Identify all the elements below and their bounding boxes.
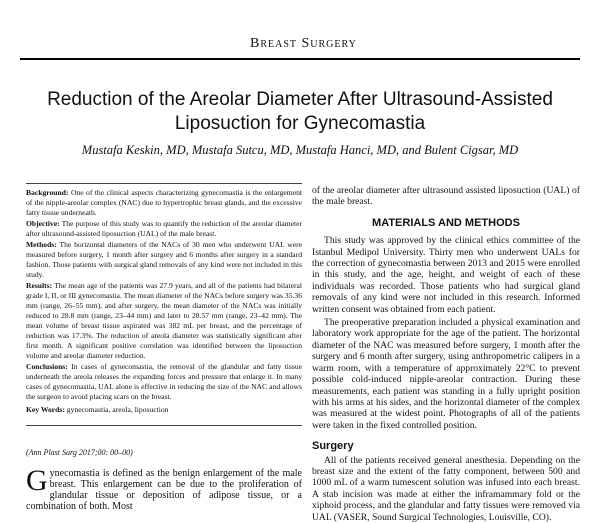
introduction-paragraph: Gynecomastia is defined as the benign enlargement of the male breast. This enlargement can be due to the proliferation of glandular tissue or deposition of adipose tissue, or a combination of both. Most [26,464,302,512]
abstract-keywords: Key Words: gynecomastia, areola, liposuction [26,405,169,414]
drop-cap: G [26,464,48,497]
surgery-heading: Surgery [312,440,354,453]
journal-section-label: Breast Surgery [250,36,357,51]
materials-methods-heading: MATERIALS AND METHODS [372,216,520,229]
methods-paragraph-2: The preoperative preparation included a physical examination and laboratory work appropriate for the age of the patient. The horizontal diameter of the NAC was measured before surgery, 1 month after the surgery and 6 month after surgery, using anthropometric calipers in a warm room, with a temperature of approximately 22°C to prevent possible cold-induced nipple-areolar contraction. During these measurements, each patient was standing in a fully upright position with his arms at his sides, and the horizontal diameter of the complex was measured at the widest point. Photographs of all of the patients were taken in the fixed controlled position. [312,317,580,431]
methods-paragraph-1: This study was approved by the clinical ethics committee of the Istanbul Medipol University. Thirty men who underwent UALs for the correction of gynecomastia between 2013 and 2015 were enrolled in this study, and the age, height, and weight of each of these individuals was recorded. Those patients who had surgical gland removals of any kind were not included in this research. Informed written consent was obtained from each patient. [312,235,580,315]
citation: (Ann Plast Surg 2017;00: 00–00) [26,448,133,457]
continuation-text: of the areolar diameter after ultrasound assisted liposuction (UAL) of the male breast. [312,185,580,208]
article-authors: Mustafa Keskin, MD, Mustafa Sutcu, MD, Mustafa Hanci, MD, and Bulent Cigsar, MD [81,143,519,157]
abstract-results: Results: The mean age of the patients was 27.9 years, and all of the patients had bilateral grade I, II, or III gynecomastia. The mean diameter of the NACs before surgery was 35.36 mm (range, 26–55 mm), and after surgery, the mean diameter of the NACs was initially reduced to 28.8 mm (range, 23–44 mm) and later to 28.57 mm (range, 23–42 mm). The mean volume of breast tissue aspirated was 382 mL per breast, and the percentage of reduction was 17.3%. The reduction of areola diameter was statistically significant after first month. A significant positive correlation was identified between the liposuction volume and areolar diameter reduction. [26,281,303,360]
right-column [312,185,580,523]
abstract-objective: Objective: The purpose of this study was to quantify the reduction of the areolar diameter after ultrasound-assisted liposuction (UAL) of the male breast. [26,219,302,238]
abstract-methods: Methods: The horizontal diameters of the NACs of 30 men who underwent UAL were measured before surgery, 1 month after surgery and 6 months after surgery in a standard fashion. Those patients with surgical gland removals of any kind were not included in this study. [26,240,302,279]
surgery-paragraph: All of the patients received general anesthesia. Depending on the breast size and the extent of the fatty component, between 500 and 1000 mL of a warm tumescent solution was infused into each breast. A stab incision was made at either the inframammary fold or the xiphoid process, and the glandular and fatty tissues were removed via UAL (VASER, Sound Surgical Technologies, Louisville, CO). [312,454,580,523]
header-rule [20,58,580,60]
abstract-background: Background: One of the clinical aspects characterizing gynecomastia is the enlargement of the nipple-areolar complex (NAC) due to hypertrophic breast glands, and the excessive fatty tissue underneath. [26,188,302,217]
article-title: Reduction of the Areolar Diameter After Ultrasound-Assisted Liposuction for Gynecomastia [47,89,553,134]
abstract-conclusions: Conclusions: In cases of gynecomastia, the removal of the glandular and fatty tissue underneath the areola releases the expanding forces and pressure that enlarge it. In many cases of gynecomastia, UAL alone is effective in reducing the size of the NAC and allows the surgeon to avoid placing scars on the breast. [26,362,302,401]
abstract-box [26,183,302,426]
